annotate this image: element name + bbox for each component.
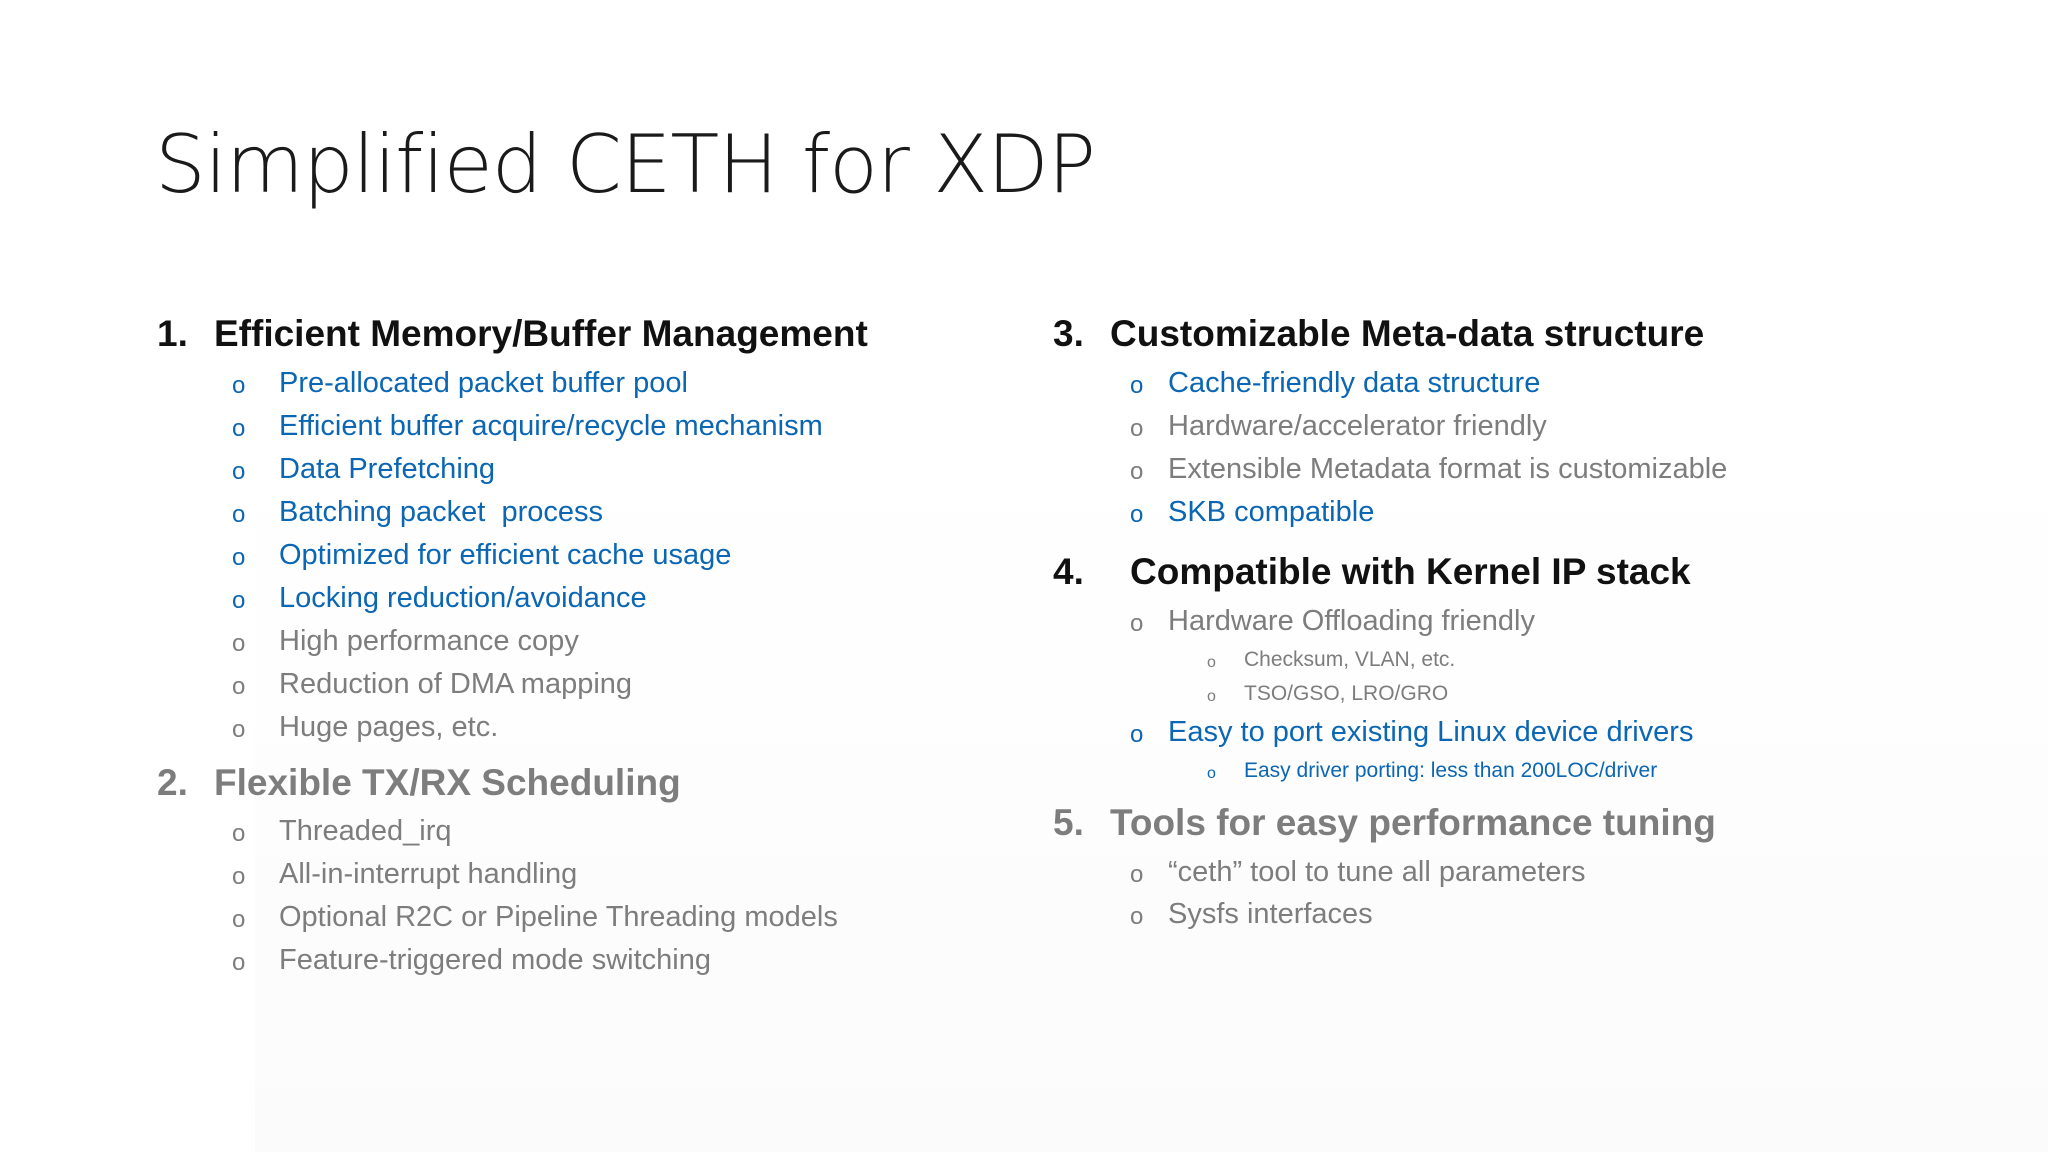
bullet-icon: o [232,415,246,442]
list-item-text: Locking reduction/avoidance [279,582,647,614]
bullet-icon: o [232,863,246,890]
sub-list-item-text: Easy driver porting: less than 200LOC/driver [1244,759,1658,782]
bullet-icon: o [1130,721,1144,748]
list-item-text: Huge pages, etc. [279,711,499,743]
sub-list-item-text: TSO/GSO, LRO/GRO [1244,682,1449,705]
section-5-number: 5. [1053,802,1084,843]
bullet-icon: o [1130,458,1144,485]
list-item-text: Feature-triggered mode switching [279,944,711,976]
bullet-icon: o [232,820,246,847]
bullet-icon: o [232,630,246,657]
list-item-text: Efficient buffer acquire/recycle mechanism [279,410,823,442]
list-item-text: High performance copy [279,625,579,657]
section-1-number: 1. [157,313,188,354]
list-item-text: Data Prefetching [279,453,496,485]
list-item-text: Pre-allocated packet buffer pool [279,367,688,399]
bullet-icon: o [232,673,246,700]
list-item-text: Easy to port existing Linux device drivers [1168,716,1694,748]
section-5-title: Tools for easy performance tuning [1110,802,1716,843]
sub-list-item-text: Checksum, VLAN, etc. [1244,648,1456,671]
list-item-text: Extensible Metadata format is customizable [1168,453,1728,485]
list-item-text: Sysfs interfaces [1168,898,1373,930]
section-3-number: 3. [1053,313,1084,354]
list-item-text: Hardware Offloading friendly [1168,605,1535,637]
bullet-icon: o [232,949,246,976]
bullet-icon: o [1130,415,1144,442]
section-3-title: Customizable Meta-data structure [1110,313,1705,354]
bullet-icon: o [1130,610,1144,637]
list-item-text: Reduction of DMA mapping [279,668,633,700]
bullet-icon: o [1207,654,1216,671]
bullet-icon: o [1130,861,1144,888]
section-4-title: Compatible with Kernel IP stack [1130,551,1691,592]
list-item-text: Optimized for efficient cache usage [279,539,732,571]
bullet-icon: o [1207,688,1216,705]
section-2-number: 2. [157,762,188,803]
list-item-text: Optional R2C or Pipeline Threading models [279,901,838,933]
list-item-text: “ceth” tool to tune all parameters [1168,856,1586,888]
list-item-text: Batching packet process [279,496,604,528]
list-item-text: All-in-interrupt handling [279,858,578,890]
bullet-icon: o [232,372,246,399]
section-4-number: 4. [1053,551,1084,592]
section-1-title: Efficient Memory/Buffer Management [214,313,868,354]
list-item-text: Cache-friendly data structure [1168,367,1541,399]
section-2-title: Flexible TX/RX Scheduling [214,762,681,803]
bullet-icon: o [232,716,246,743]
bullet-icon: o [1207,765,1216,782]
bullet-icon: o [1130,501,1144,528]
bullet-icon: o [232,906,246,933]
bullet-icon: o [232,587,246,614]
slide-title: Simplified CETH for XDP [155,118,1095,211]
bullet-icon: o [1130,372,1144,399]
list-item-text: Hardware/accelerator friendly [1168,410,1547,442]
bullet-icon: o [232,544,246,571]
bullet-icon: o [1130,903,1144,930]
list-item-text: Threaded_irq [279,815,452,847]
list-item-text: SKB compatible [1168,496,1375,528]
bullet-icon: o [232,501,246,528]
bullet-icon: o [232,458,246,485]
